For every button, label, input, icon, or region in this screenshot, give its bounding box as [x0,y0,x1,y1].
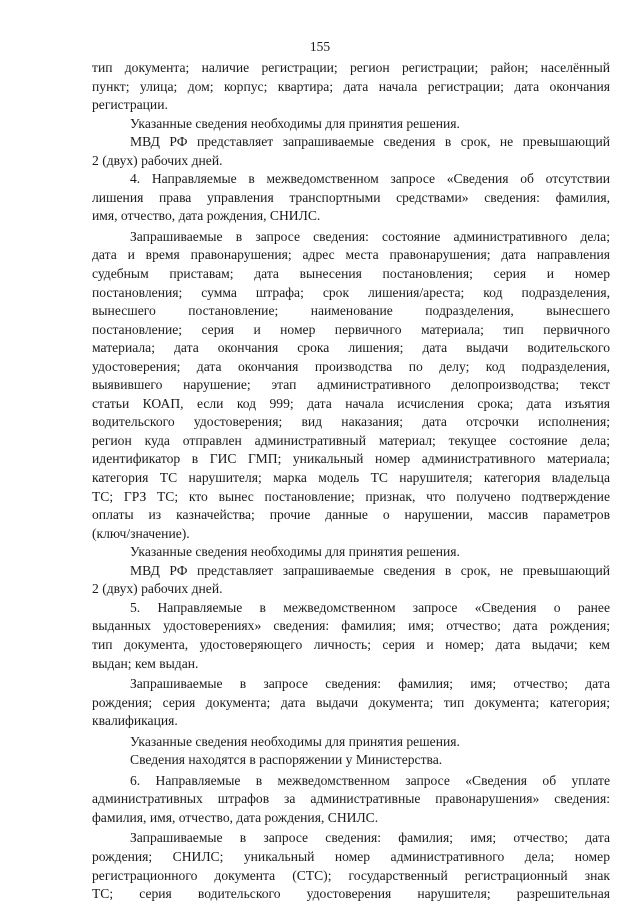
text-line: выявившего нарушение; этап административного делопроизводства; текст [92,377,610,393]
text-line: регион куда отправлен административный материал; текущее состояние дела; [92,432,610,448]
paragraph [92,228,610,543]
text-line: ТС; серия водительского удостоверения нарушителя; разрешительная [92,886,610,902]
text-line: 2 (двух) рабочих дней. [92,152,223,168]
text-line: 2 (двух) рабочих дней. [92,581,223,597]
document-body [92,59,610,904]
text-line: вынесшего постановление; наименование подразделения, вынесшего [92,303,610,319]
text-line: имя, отчество, дата рождения, СНИЛС. [92,208,321,224]
text-line: тип документа; наличие регистрации; регион регистрации; район; населённый [92,60,610,75]
paragraph [92,170,610,226]
text-line: 5. Направляемые в межведомственном запросе «Сведения о ранее [130,599,610,615]
paragraph [92,599,610,673]
text-line: категория ТС нарушителя; марка модель ТС нарушителя; категория владельца [92,470,610,486]
text-line: выдан; кем выдан. [92,655,199,671]
text-line: Запрашиваемые в запросе сведения: фамилия; имя; отчество; дата [130,830,610,846]
page-number: 155 [309,39,331,54]
text-line: оплаты из казначейства; прочие данные о нарушении, массив параметров [92,507,610,523]
text-line: постановление; серия и номер первичного материала; тип первичного [92,321,610,337]
text-line: МВД РФ представляет запрашиваемые сведения в срок, не превышающий [130,134,610,150]
text-line: удостоверения; дата окончания производства по делу; код подразделения, [92,358,610,374]
paragraph [92,772,610,828]
text-line: регистрации. [92,97,168,113]
text-line: фамилия, имя, отчество, дата рождения, СНИЛС. [92,809,379,825]
text-line: Запрашиваемые в запросе сведения: фамилия; имя; отчество; дата [130,676,610,692]
paragraph [92,562,610,599]
text-line: лишения права управления транспортными средствами» сведения: фамилия, [92,189,610,205]
text-line: постановления; сумма штрафа; срок лишения/ареста; код подразделения, [92,284,610,300]
text-line: 6. Направляемые в межведомственном запросе «Сведения об уплате [130,772,610,788]
text-line: регистрационного документа (СТС); государственный регистрационный знак [92,867,610,883]
paragraph [92,675,610,731]
paragraph [92,543,610,562]
text-line: рождения; серия документа; дата выдачи документа; тип документа; категория; [92,694,610,710]
text-line: дата и время правонарушения; адрес места правонарушения; дата направления [92,247,610,263]
paragraph [92,829,610,903]
text-line: Указанные сведения необходимы для принятия решения. [130,544,460,560]
text-line: пункт; улица; дом; корпус; квартира; дата начала регистрации; дата окончания [92,78,610,94]
text-line: водительского удостоверения; вид наказания; дата отсрочки исполнения; [92,414,610,430]
text-line: (ключ/значение). [92,525,190,541]
paragraph [92,751,610,770]
text-line: выданных удостоверениях» сведения: фамилия; имя; отчество; дата рождения; [92,618,610,634]
text-line: рождения; СНИЛС; уникальный номер административного дела; номер [92,848,610,864]
text-line: административных штрафов за административные правонарушения» сведения: [92,791,610,807]
paragraph [92,59,610,115]
text-line: Указанные сведения необходимы для принятия решения. [130,733,460,749]
text-line: Указанные сведения необходимы для принятия решения. [130,115,460,131]
text-line: судебным приставам; дата вынесения постановления; серия и номер [92,266,610,282]
paragraph [92,733,610,752]
text-line: статьи КОАП, если код 999; дата начала исчисления срока; дата изъятия [92,395,610,411]
text-line: ТС; ГРЗ ТС; кто вынес постановление; признак, что получено подтверждение [92,488,610,504]
text-line: идентификатор в ГИС ГМП; уникальный номер административного материала; [92,451,610,467]
text-line: квалификация. [92,713,178,729]
text-line: Запрашиваемые в запросе сведения: состояние административного дела; [130,228,610,244]
text-line: 4. Направляемые в межведомственном запросе «Сведения об отсутствии [130,171,610,187]
text-line: МВД РФ представляет запрашиваемые сведения в срок, не превышающий [130,562,610,578]
text-line: Сведения находятся в распоряжении у Министерства. [130,752,443,768]
paragraph [92,133,610,170]
text-line: материала; дата окончания срока лишения; дата выдачи водительского [92,340,610,356]
text-line: тип документа, удостоверяющего личность; серия и номер; дата выдачи; кем [92,636,610,652]
paragraph [92,115,610,134]
